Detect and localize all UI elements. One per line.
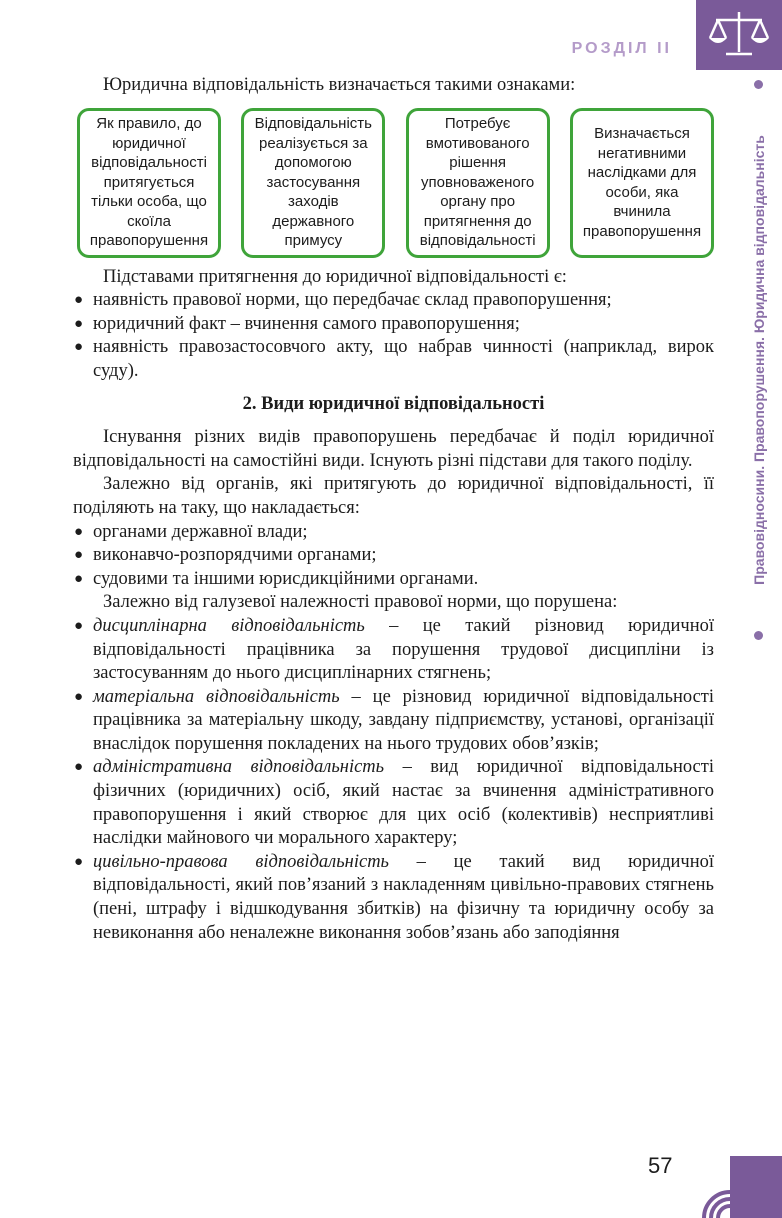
paragraph: Залежно від галузевої належності правової норми, що порушена: [103, 592, 618, 613]
feature-box: Як правило, до юридичної відповідальності притягується тільки особа, що скоїла правопорушення [77, 108, 221, 258]
list-item [73, 851, 714, 945]
list-item: ● виконавчо-розпорядчими органами; [73, 544, 714, 568]
term: матеріальна відповідальність [93, 686, 340, 707]
grounds-list [73, 289, 714, 383]
features-boxes [77, 108, 714, 258]
paragraph: Існування різних видів правопорушень передбачає й поділ юридичної відповідальності на самостійні види. Існують різні підстави для такого поділу. [73, 427, 714, 471]
feature-box: Визначається негативними наслідками для особи, яка вчинила правопорушення [570, 108, 714, 258]
list-item [73, 615, 714, 686]
definition: – це різновид юридичної відповідальності працівника за матеріальну шкоду, завдану підприємству, установі, організації внаслідок порушення покладених на нього трудових обов’язків; [93, 686, 714, 754]
list-item [73, 756, 714, 850]
term: цивільно-правова відповідальність [93, 851, 389, 872]
definition: – це такий різновид юридичної відповідальності працівника за порушення трудової дисципліни із застосуванням до нього дисциплінарних стягнень; [93, 615, 714, 684]
list-item: ● судовими та іншими юрисдикційними органами. [73, 568, 714, 592]
list-item: ● наявність правової норми, що передбачає склад правопорушення; [73, 289, 714, 313]
section-heading: 2. Види юридичної відповідальності [242, 393, 545, 414]
grounds-lead: Підставами притягнення до юридичної відповідальності є: [103, 266, 567, 287]
scales-icon [708, 8, 770, 62]
corner-arcs-icon [700, 1146, 782, 1218]
feature-box: Відповідальність реалізується за допомогою застосування заходів державного примусу [241, 108, 385, 258]
kinds-list [73, 615, 714, 945]
side-dot-top [754, 80, 763, 89]
list-item: ● органами державної влади; [73, 521, 714, 545]
definition: – це такий вид юридичної відповідальності, який пов’язаний з накладенням цивільно-правових стягнень (пені, штрафу і відшкодування збитків) на фізичну та юридичну особу за невиконання або неналежне виконання зобов’язань або заподіяння [93, 851, 714, 943]
paragraph: Залежно від органів, які притягують до юридичної відповідальності, її поділяють на таку, що накладається: [73, 474, 714, 518]
term: дисциплінарна відповідальність [93, 615, 365, 636]
feature-box: Потребує вмотивованого рішення уповноваженого органу про притягнення до відповідальності [406, 108, 550, 258]
side-title: Правовідносини. Правопорушення. Юридична відповідальність [751, 135, 767, 585]
organs-list [73, 521, 714, 592]
list-item: ● наявність правозастосовчого акту, що набрав чинності (наприклад, вирок суду). [73, 336, 714, 383]
definition: – вид юридичної відповідальності фізичних (юридичних) осіб, який настає за вчинення адміністративного правопорушення і який створює для цих осіб (колективів) несприятливі наслідки майнового чи морального характеру; [93, 757, 714, 849]
section-label: РОЗДІЛ II [571, 40, 672, 57]
side-dot-bottom [754, 631, 763, 640]
term: адміністративна відповідальність [93, 757, 385, 778]
corner-tab [696, 0, 782, 70]
intro-paragraph: Юридична відповідальність визначається такими ознаками: [103, 75, 576, 95]
side-strip [744, 80, 774, 640]
page-number: 57 [648, 1153, 673, 1178]
page-content [73, 74, 714, 945]
list-item [73, 686, 714, 757]
list-item: ● юридичний факт – вчинення самого правопорушення; [73, 313, 714, 337]
